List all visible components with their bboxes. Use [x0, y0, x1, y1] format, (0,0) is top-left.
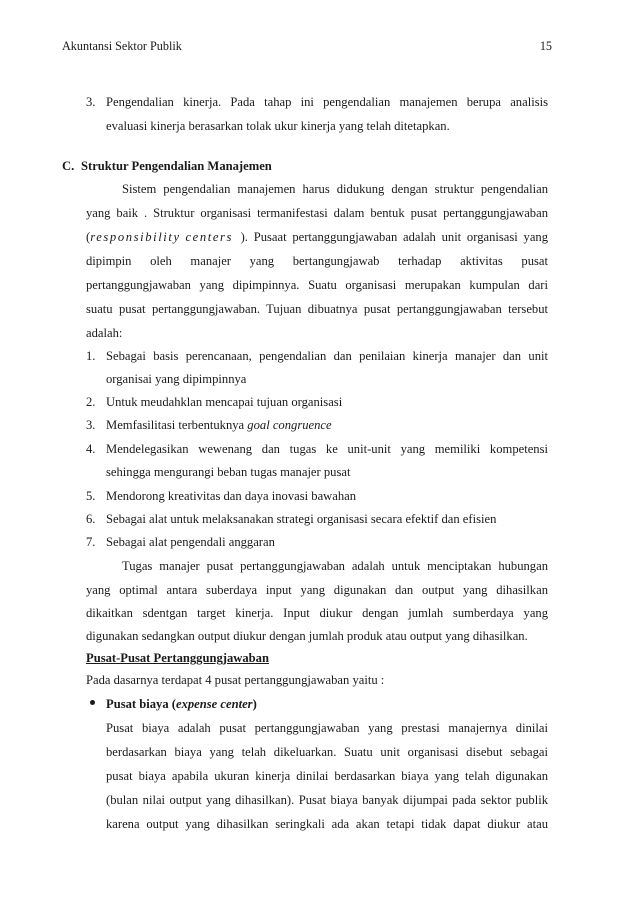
intro-line-2: evaluasi kinerja berasarkan tolak ukur kinerja yang telah ditetapkan. — [106, 119, 450, 133]
list-number: 1. — [86, 349, 96, 363]
header-title: Akuntansi Sektor Publik — [62, 39, 182, 53]
list-number: 6. — [86, 512, 96, 526]
list-number: 4. — [86, 442, 96, 456]
section-letter: C. — [62, 159, 75, 173]
page-header — [62, 39, 552, 54]
bullet-para-line-3: pusat biaya apabila ukuran kinerja dinilai berdasarkan biaya yang telah digunakan — [106, 769, 548, 783]
list-number: 3. — [86, 418, 96, 432]
para2-line-2: yang optimal antara suberdaya input yang digunakan dan output yang dihasilkan — [86, 583, 548, 597]
list-number: 5. — [86, 489, 96, 503]
para1-line-6: suatu pusat pertanggungjawaban. Tujuan dibuatnya pusat pertanggungjawaban tersebut — [86, 302, 548, 316]
para1-line-3-rest: ). Pusaat pertanggungjawaban adalah unit organisasi yang — [240, 230, 548, 244]
intro-line-1: Pengendalian kinerja. Pada tahap ini pengendalian manajemen berupa analisis — [106, 95, 548, 109]
para1-line-7: adalah: — [86, 326, 123, 340]
list-number: 2. — [86, 395, 96, 409]
bullet-dot-icon — [90, 700, 95, 705]
bullet-para-line-5: karena output yang dihasilkan seringkali ada akan tetapi tidak dapat diukur atau — [106, 817, 548, 831]
section-title: Struktur Pengendalian Manajemen — [81, 159, 272, 173]
bullet-title: Pusat biaya (expense center) — [106, 697, 257, 711]
intro-number: 3. — [86, 95, 96, 109]
bullet-para-line-4: (bulan nilai output yang dihasilkan). Pusat biaya banyak dijumpai pada sektor publik — [106, 793, 548, 807]
para1-line-5: pertanggungjawaban yang dipimpinnya. Suatu organisasi merupakan kumpulan dari — [86, 278, 548, 292]
para1-line-4: dipimpin oleh manajer yang bertangungjawab terhadap aktivitas pusat — [86, 254, 548, 268]
list-item-4: Mendelegasikan wewenang dan tugas ke unit-unit yang memiliki kompetensi — [106, 442, 548, 456]
list-item-6: Sebagai alat untuk melaksanakan strategi organisasi secara efektif dan efisien — [106, 512, 497, 526]
para1-line-2: yang baik . Struktur organisasi termanifestasi dalam bentuk pusat pertanggungjawaban — [86, 206, 548, 220]
list-item-1: Sebagai basis perencanaan, pengendalian dan penilaian kinerja manajer dan unit — [106, 349, 548, 363]
list-item-1-cont: organisai yang dipimpinnya — [106, 372, 247, 386]
page-number: 15 — [539, 39, 552, 53]
bullet-para-line-2: berdasarkan biaya yang telah dikeluarkan. Suatu unit organisasi disebut sebagai — [106, 745, 548, 759]
para2-line-3: dikaitkan sdentgan target kinerja. Input diukur dengan jumlah sumberdaya yang — [86, 606, 548, 620]
list-item-5: Mendorong kreativitas dan daya inovasi bawahan — [106, 489, 357, 503]
para1-line-3 — [86, 228, 548, 246]
paren-open: ( — [86, 230, 91, 244]
subheading: Pusat-Pusat Pertanggungjawaban — [86, 651, 269, 665]
bullet-para-line-1: Pusat biaya adalah pusat pertanggungjawaban yang prestasi manajernya dinilai — [106, 721, 548, 735]
italic-term: responsibility centers — [90, 230, 234, 244]
para1-line-1: Sistem pengendalian manajemen harus didukung dengan struktur pengendalian — [122, 182, 548, 196]
subheading-intro: Pada dasarnya terdapat 4 pusat pertanggungjawaban yaitu : — [86, 673, 385, 687]
list-item-2: Untuk meudahklan mencapai tujuan organisasi — [106, 395, 343, 409]
list-item-7: Sebagai alat pengendali anggaran — [106, 535, 275, 549]
italic-term: goal congruence — [247, 418, 332, 432]
para2-line-4: digunakan sedangkan output diukur dengan jumlah produk atau output yang dihasilkan. — [86, 629, 528, 643]
para2-line-1: Tugas manajer pusat pertanggungjawaban adalah untuk menciptakan hubungan — [122, 559, 548, 573]
list-item-4-cont: sehingga mengurangi beban tugas manajer pusat — [106, 465, 351, 479]
italic-term: expense center — [175, 697, 253, 711]
list-number: 7. — [86, 535, 96, 549]
list-item-3: Memfasilitasi terbentuknya goal congruence — [106, 418, 332, 432]
